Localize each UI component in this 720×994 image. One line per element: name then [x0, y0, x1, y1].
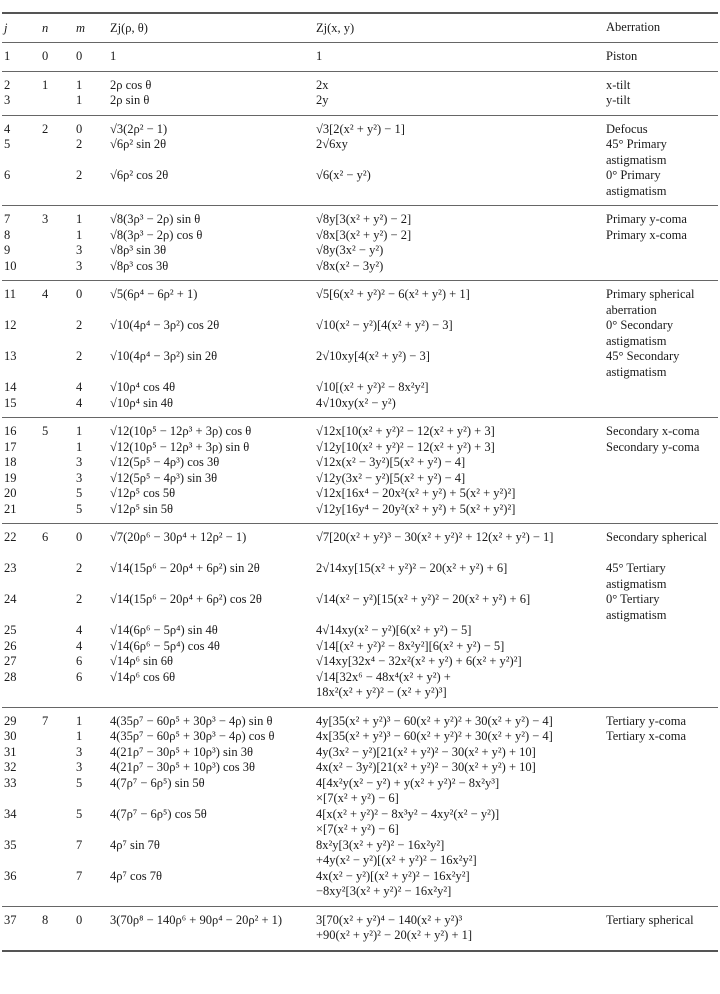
cell-m: 0 [76, 121, 83, 136]
table-row [2, 561, 718, 592]
cell-m: 1 [76, 227, 83, 242]
table-row [2, 530, 718, 561]
cell-polar: √3(2ρ² − 1) [110, 121, 168, 136]
zernike-polynomials-table [2, 12, 718, 952]
cell-cartesian: √14[32x⁶ − 48x⁴(x² + y²) + 18x²(x² + y²)² − (x² + y²)³] [316, 669, 451, 699]
cell-m: 0 [76, 49, 83, 63]
cell-j: 12 [4, 318, 17, 332]
cell-aberration: Primary spherical aberration [606, 287, 695, 317]
table-row [2, 654, 718, 670]
cell-m: 0 [76, 287, 83, 301]
table-row [2, 486, 718, 502]
cell-cartesian: √12y[16y⁴ − 20y²(x² + y²) + 5(x² + y²)²] [316, 501, 516, 516]
cell-polar: 4ρ⁷ cos 7θ [110, 868, 162, 883]
cell-m: 0 [76, 912, 83, 927]
cell-j: 21 [4, 501, 17, 516]
cell-n: 5 [42, 424, 49, 438]
table-row [2, 93, 718, 109]
cell-aberration: 45° Primary astigmatism [606, 137, 667, 167]
cell-n: 6 [42, 530, 49, 544]
table-row [2, 424, 718, 440]
cell-cartesian: √10(x² − y²)[4(x² + y²) − 3] [316, 318, 453, 332]
cell-cartesian: √8y(3x² − y²) [316, 243, 384, 257]
cell-j: 31 [4, 744, 17, 759]
cell-polar: √14(15ρ⁶ − 20ρ⁴ + 6ρ²) cos 2θ [110, 592, 262, 606]
table-row [2, 137, 718, 168]
header-j: j [4, 20, 8, 35]
cell-aberration: 0° Tertiary astigmatism [606, 592, 667, 622]
table-row [2, 502, 718, 518]
cell-polar: √14(6ρ⁶ − 5ρ⁴) sin 4θ [110, 623, 218, 637]
cell-polar: 4(7ρ⁷ − 6ρ⁵) cos 5θ [110, 806, 207, 821]
cell-polar: √12(5ρ⁵ − 4ρ³) sin 3θ [110, 470, 218, 485]
cell-j: 36 [4, 868, 17, 883]
cell-cartesian: √14[(x² + y²)² − 8x²y²][6(x² + y²) − 5] [316, 638, 505, 653]
cell-cartesian: √5[6(x² + y²)² − 6(x² + y²) + 1] [316, 287, 470, 301]
cell-aberration: y-tilt [606, 93, 631, 107]
cell-aberration: 0° Primary astigmatism [606, 168, 667, 198]
table-row [2, 78, 718, 94]
cell-cartesian: √12y(3x² − y²)[5(x² + y²) − 4] [316, 470, 466, 485]
cell-polar: 2ρ sin θ [110, 93, 150, 107]
cell-m: 6 [76, 669, 83, 684]
table-row [2, 838, 718, 869]
cell-polar: √8(3ρ³ − 2ρ) cos θ [110, 227, 203, 242]
header-cartesian: Zj(x, y) [316, 20, 355, 35]
cell-polar: 4(21ρ⁷ − 30ρ⁵ + 10ρ³) cos 3θ [110, 760, 256, 774]
cell-cartesian: 4[x(x² + y²)² − 8x³y² − 4xy²(x² − y²)] ×[7(x² + y²) − 6] [316, 806, 500, 836]
cell-j: 14 [4, 380, 17, 394]
cell-polar: √12(10ρ⁵ − 12ρ³ + 3ρ) cos θ [110, 424, 252, 438]
cell-polar: 2ρ cos θ [110, 77, 152, 92]
cell-cartesian: √14(x² − y²)[15(x² + y²)² − 20(x² + y²) + 6] [316, 592, 531, 606]
cell-polar: √14(15ρ⁶ − 20ρ⁴ + 6ρ²) sin 2θ [110, 561, 260, 575]
header-m: m [76, 20, 86, 35]
cell-m: 2 [76, 349, 83, 363]
cell-n: 3 [42, 212, 49, 226]
cell-j: 16 [4, 424, 17, 438]
cell-m: 1 [76, 713, 83, 728]
table-row [2, 168, 718, 199]
header-polar: Zj(ρ, θ) [110, 20, 148, 35]
cell-cartesian: 2x [316, 77, 329, 92]
cell-j: 26 [4, 638, 17, 653]
cell-m: 4 [76, 395, 83, 410]
cell-aberration: 0° Secondary astigmatism [606, 318, 674, 348]
cell-m: 2 [76, 592, 83, 606]
cell-j: 5 [4, 137, 11, 151]
cell-m: 3 [76, 258, 83, 273]
cell-j: 37 [4, 912, 17, 927]
table-row [2, 670, 718, 701]
table-body [2, 43, 718, 952]
cell-m: 4 [76, 380, 83, 394]
cell-cartesian: 4√14xy(x² − y²)[6(x² + y²) − 5] [316, 623, 472, 637]
cell-aberration: Primary y-coma [606, 212, 687, 226]
table-row [2, 639, 718, 655]
cell-cartesian: 4x(x² − y²)[(x² + y²)² − 16x²y²] −8xy²[3(x² + y²)² − 16x²y²] [316, 868, 470, 898]
cell-polar: 1 [110, 49, 117, 63]
cell-j: 7 [4, 212, 11, 226]
cell-polar: √12ρ⁵ cos 5θ [110, 486, 176, 500]
table-row [2, 714, 718, 730]
cell-j: 13 [4, 349, 17, 363]
cell-m: 3 [76, 760, 83, 774]
cell-j: 24 [4, 592, 17, 606]
cell-j: 4 [4, 121, 11, 136]
cell-j: 19 [4, 470, 17, 485]
cell-j: 3 [4, 93, 11, 107]
cell-aberration: Secondary y-coma [606, 439, 700, 454]
table-row [2, 455, 718, 471]
table-row [2, 729, 718, 745]
table-row [2, 745, 718, 761]
cell-j: 28 [4, 669, 17, 684]
cell-j: 25 [4, 623, 17, 637]
cell-polar: √14ρ⁶ sin 6θ [110, 654, 174, 668]
cell-cartesian: √12x[16x⁴ − 20x²(x² + y²) + 5(x² + y²)²] [316, 486, 516, 500]
cell-n: 8 [42, 912, 49, 927]
table-row [2, 318, 718, 349]
cell-j: 30 [4, 729, 17, 743]
cell-aberration: Tertiary y-coma [606, 713, 686, 728]
cell-cartesian: √6(x² − y²) [316, 168, 371, 182]
cell-m: 3 [76, 744, 83, 759]
table-row [2, 807, 718, 838]
cell-cartesian: 4x(x² − 3y²)[21(x² + y²)² − 30(x² + y²) + 10] [316, 760, 536, 774]
cell-n: 0 [42, 49, 49, 63]
cell-m: 7 [76, 837, 83, 852]
table-row [2, 592, 718, 623]
cell-polar: √6ρ² cos 2θ [110, 168, 169, 182]
cell-j: 18 [4, 455, 17, 469]
table-row [2, 471, 718, 487]
cell-cartesian: 2y [316, 93, 329, 107]
table-row [2, 623, 718, 639]
cell-polar: √10(4ρ⁴ − 3ρ²) sin 2θ [110, 349, 218, 363]
row-group-n3 [2, 206, 718, 280]
cell-m: 5 [76, 501, 83, 516]
table-header [2, 14, 718, 42]
cell-cartesian: √10[(x² + y²)² − 8x²y²] [316, 380, 429, 394]
cell-n: 2 [42, 121, 49, 136]
table-row [2, 259, 718, 275]
table-row [2, 287, 718, 318]
cell-polar: √8ρ³ cos 3θ [110, 258, 169, 273]
cell-cartesian: 4y(3x² − y²)[21(x² + y²)² − 30(x² + y²) + 10] [316, 744, 536, 759]
table-row [2, 440, 718, 456]
cell-polar: 3(70ρ⁸ − 140ρ⁶ + 90ρ⁴ − 20ρ² + 1) [110, 912, 283, 927]
table-row [2, 760, 718, 776]
cell-m: 1 [76, 439, 83, 454]
table-row [2, 228, 718, 244]
cell-cartesian: √14xy[32x⁴ − 32x²(x² + y²) + 6(x² + y²)²] [316, 654, 522, 668]
table-row [2, 243, 718, 259]
cell-polar: √8(3ρ³ − 2ρ) sin θ [110, 212, 201, 226]
table-row [2, 122, 718, 138]
cell-j: 9 [4, 243, 11, 257]
cell-polar: √10ρ⁴ sin 4θ [110, 395, 174, 410]
cell-cartesian: 3[70(x² + y²)⁴ − 140(x² + y²)³ +90(x² + y²)² − 20(x² + y²) + 1] [316, 912, 473, 942]
cell-j: 27 [4, 654, 17, 668]
row-group-n4 [2, 281, 718, 417]
cell-cartesian: 4y[35(x² + y²)³ − 60(x² + y²)² + 30(x² + y²) − 4] [316, 713, 553, 728]
row-group-n5 [2, 418, 718, 523]
row-group-n7 [2, 708, 718, 906]
cell-aberration: Secondary spherical [606, 530, 708, 544]
cell-j: 33 [4, 775, 17, 790]
table-row [2, 396, 718, 412]
cell-cartesian: 1 [316, 49, 323, 63]
cell-cartesian: √8x(x² − 3y²) [316, 258, 384, 273]
cell-m: 1 [76, 77, 83, 92]
cell-aberration: x-tilt [606, 77, 631, 92]
cell-m: 2 [76, 561, 83, 575]
table-row [2, 212, 718, 228]
row-group-n6 [2, 524, 718, 707]
cell-aberration: Tertiary spherical [606, 912, 694, 927]
cell-n: 1 [42, 77, 49, 92]
cell-m: 5 [76, 775, 83, 790]
cell-polar: √14ρ⁶ cos 6θ [110, 669, 176, 684]
cell-cartesian: 2√6xy [316, 137, 348, 151]
cell-m: 0 [76, 530, 83, 544]
cell-aberration: Piston [606, 49, 638, 63]
cell-aberration: 45° Secondary astigmatism [606, 349, 680, 379]
cell-cartesian: 4[4x²y(x² − y²) + y(x² + y²)² − 8x²y³] ×[7(x² + y²) − 6] [316, 775, 500, 805]
cell-aberration: Tertiary x-coma [606, 729, 686, 743]
cell-m: 5 [76, 486, 83, 500]
cell-j: 22 [4, 530, 17, 544]
cell-j: 34 [4, 806, 17, 821]
cell-m: 4 [76, 623, 83, 637]
cell-cartesian: √12x[10(x² + y²)² − 12(x² + y²) + 3] [316, 424, 495, 438]
cell-cartesian: √12x(x² − 3y²)[5(x² + y²) − 4] [316, 455, 466, 469]
cell-j: 32 [4, 760, 17, 774]
cell-m: 1 [76, 729, 83, 743]
cell-aberration: Defocus [606, 121, 648, 136]
table-row [2, 380, 718, 396]
cell-n: 4 [42, 287, 49, 301]
cell-m: 6 [76, 654, 83, 668]
cell-m: 2 [76, 168, 83, 182]
cell-j: 15 [4, 395, 17, 410]
cell-cartesian: 2√10xy[4(x² + y²) − 3] [316, 349, 430, 363]
cell-polar: √5(6ρ⁴ − 6ρ² + 1) [110, 287, 198, 301]
cell-polar: 4(21ρ⁷ − 30ρ⁵ + 10ρ³) sin 3θ [110, 744, 253, 759]
cell-m: 3 [76, 470, 83, 485]
cell-m: 1 [76, 212, 83, 226]
cell-m: 1 [76, 93, 83, 107]
table-row [2, 349, 718, 380]
header-n: n [42, 20, 49, 35]
cell-j: 23 [4, 561, 17, 575]
cell-polar: 4(35ρ⁷ − 60ρ⁵ + 30ρ³ − 4ρ) sin θ [110, 713, 273, 728]
cell-polar: √12(10ρ⁵ − 12ρ³ + 3ρ) sin θ [110, 439, 250, 454]
cell-cartesian: √8x[3(x² + y²) − 2] [316, 227, 412, 242]
cell-m: 7 [76, 868, 83, 883]
cell-j: 8 [4, 227, 11, 242]
cell-cartesian: 4x[35(x² + y²)³ − 60(x² + y²)² + 30(x² + y²) − 4] [316, 729, 553, 743]
cell-polar: 4ρ⁷ sin 7θ [110, 837, 160, 852]
cell-cartesian: 8x²y[3(x² + y²)² − 16x²y²] +4y(x² − y²)[(x² + y²)² − 16x²y²] [316, 837, 477, 867]
cell-j: 11 [4, 287, 17, 301]
cell-j: 6 [4, 168, 11, 182]
cell-m: 2 [76, 137, 83, 151]
cell-j: 17 [4, 439, 17, 454]
cell-polar: √12ρ⁵ sin 5θ [110, 501, 174, 516]
cell-m: 3 [76, 455, 83, 469]
table-row [2, 49, 718, 65]
bottom-rule [2, 950, 718, 952]
cell-j: 10 [4, 258, 17, 273]
cell-cartesian: √8y[3(x² + y²) − 2] [316, 212, 412, 226]
cell-m: 2 [76, 318, 83, 332]
cell-polar: √7(20ρ⁶ − 30ρ⁴ + 12ρ² − 1) [110, 530, 247, 544]
cell-cartesian: √12y[10(x² + y²)² − 12(x² + y²) + 3] [316, 439, 495, 454]
cell-aberration: 45° Tertiary astigmatism [606, 561, 667, 591]
table-row [2, 869, 718, 900]
cell-j: 29 [4, 713, 17, 728]
cell-j: 1 [4, 49, 11, 63]
cell-j: 2 [4, 77, 11, 92]
cell-cartesian: √7[20(x² + y²)³ − 30(x² + y²)² + 12(x² + y²) − 1] [316, 530, 554, 544]
cell-cartesian: 2√14xy[15(x² + y²)² − 20(x² + y²) + 6] [316, 561, 508, 575]
row-group-n2 [2, 116, 718, 206]
cell-m: 1 [76, 424, 83, 438]
cell-cartesian: √3[2(x² + y²) − 1] [316, 121, 405, 136]
cell-n: 7 [42, 713, 49, 728]
table-row [2, 913, 718, 944]
cell-j: 35 [4, 837, 17, 852]
row-group-n8 [2, 907, 718, 950]
row-group-n1 [2, 72, 718, 115]
cell-m: 4 [76, 638, 83, 653]
row-group-n0 [2, 43, 718, 71]
header-aberration: Aberration [606, 20, 661, 35]
cell-polar: √8ρ³ sin 3θ [110, 243, 167, 257]
cell-cartesian: 4√10xy(x² − y²) [316, 395, 396, 410]
cell-aberration: Primary x-coma [606, 227, 687, 242]
cell-polar: √10ρ⁴ cos 4θ [110, 380, 176, 394]
cell-polar: 4(7ρ⁷ − 6ρ⁵) sin 5θ [110, 775, 205, 790]
table-row [2, 776, 718, 807]
cell-polar: √14(6ρ⁶ − 5ρ⁴) cos 4θ [110, 638, 220, 653]
cell-polar: √6ρ² sin 2θ [110, 137, 167, 151]
cell-polar: √10(4ρ⁴ − 3ρ²) cos 2θ [110, 318, 220, 332]
cell-m: 5 [76, 806, 83, 821]
cell-aberration: Secondary x-coma [606, 424, 700, 438]
cell-m: 3 [76, 243, 83, 257]
cell-polar: 4(35ρ⁷ − 60ρ⁵ + 30ρ³ − 4ρ) cos θ [110, 729, 275, 743]
cell-j: 20 [4, 486, 17, 500]
cell-polar: √12(5ρ⁵ − 4ρ³) cos 3θ [110, 455, 220, 469]
